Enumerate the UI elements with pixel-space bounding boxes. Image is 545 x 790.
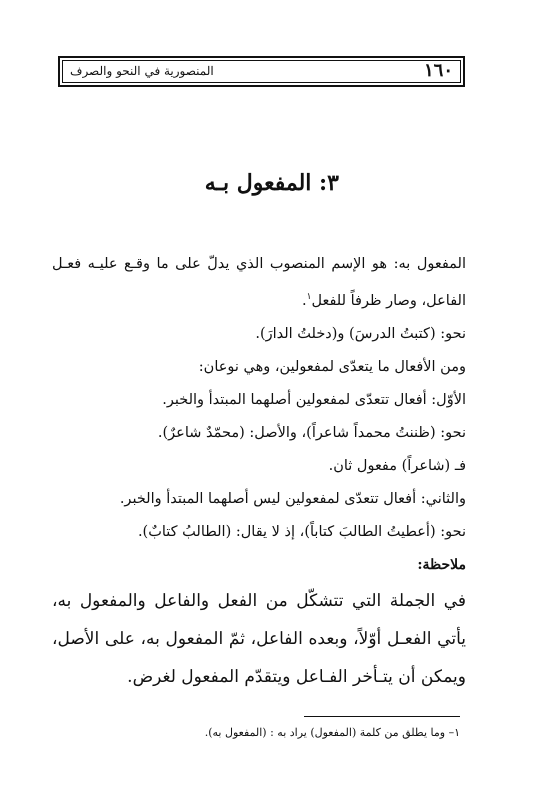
example-note: فـ (شاعراً) مفعول ثان.: [328, 457, 466, 474]
definition-text: المفعول به: هو الإسم المنصوب الذي يدلّ على ما وقـع عليـه فعـل الفاعل، وصار ظرفاً للفعل: [52, 256, 466, 309]
note-heading: ملاحظة:: [417, 556, 466, 573]
footnote-divider: [304, 716, 460, 717]
type-one: الأوّل: أفعال تتعدّى لمفعولين أصلهما المبتدأ والخبر.: [162, 391, 466, 408]
section-title: ٣: المفعول بـه: [204, 170, 339, 196]
definition-paragraph: المفعول به: هو الإسم المنصوب الذي يدلّ على ما وقـع عليـه فعـل الفاعل، وصار ظرفاً للفعل$^١$.: [52, 256, 466, 309]
footnote-marker: ١: [306, 292, 312, 302]
type-two: والثاني: أفعال تتعدّى لمفعولين ليس أصلهما المبتدأ والخبر.: [119, 490, 466, 507]
page-number: ١٦٠: [423, 60, 453, 81]
body-text: [52, 248, 466, 696]
example-line: نحو: (أعطيتُ الطالبَ كتاباً)، إذ لا يقال: (الطالبُ كتابٌ).: [137, 523, 466, 540]
note-paragraph: في الجملة التي تتشكّل من الفعل والفاعل والمفعول به، يأتي الفعـل أوّلاً، وبعده الفاعل، ثمّ المفعول به، على الأصل، ويمكن أن يتـأخر الفـاعل ويتقدّم المفعول لغرض.: [52, 590, 466, 687]
running-title: المنصورية في النحو والصرف: [70, 64, 214, 78]
footnote: ١– وما يطلق من كلمة (المفعول) يراد به : (المفعول به).: [204, 726, 460, 739]
example-line: نحو: (ظننتُ محمداً شاعراً)، والأصل: (محمّدٌ شاعرٌ).: [157, 424, 466, 441]
example-line: نحو: (كتبتُ الدرسَ) و(دخلتُ الدارَ).: [255, 325, 466, 342]
verbs-intro: ومن الأفعال ما يتعدّى لمفعولين، وهي نوعان:: [198, 358, 466, 375]
